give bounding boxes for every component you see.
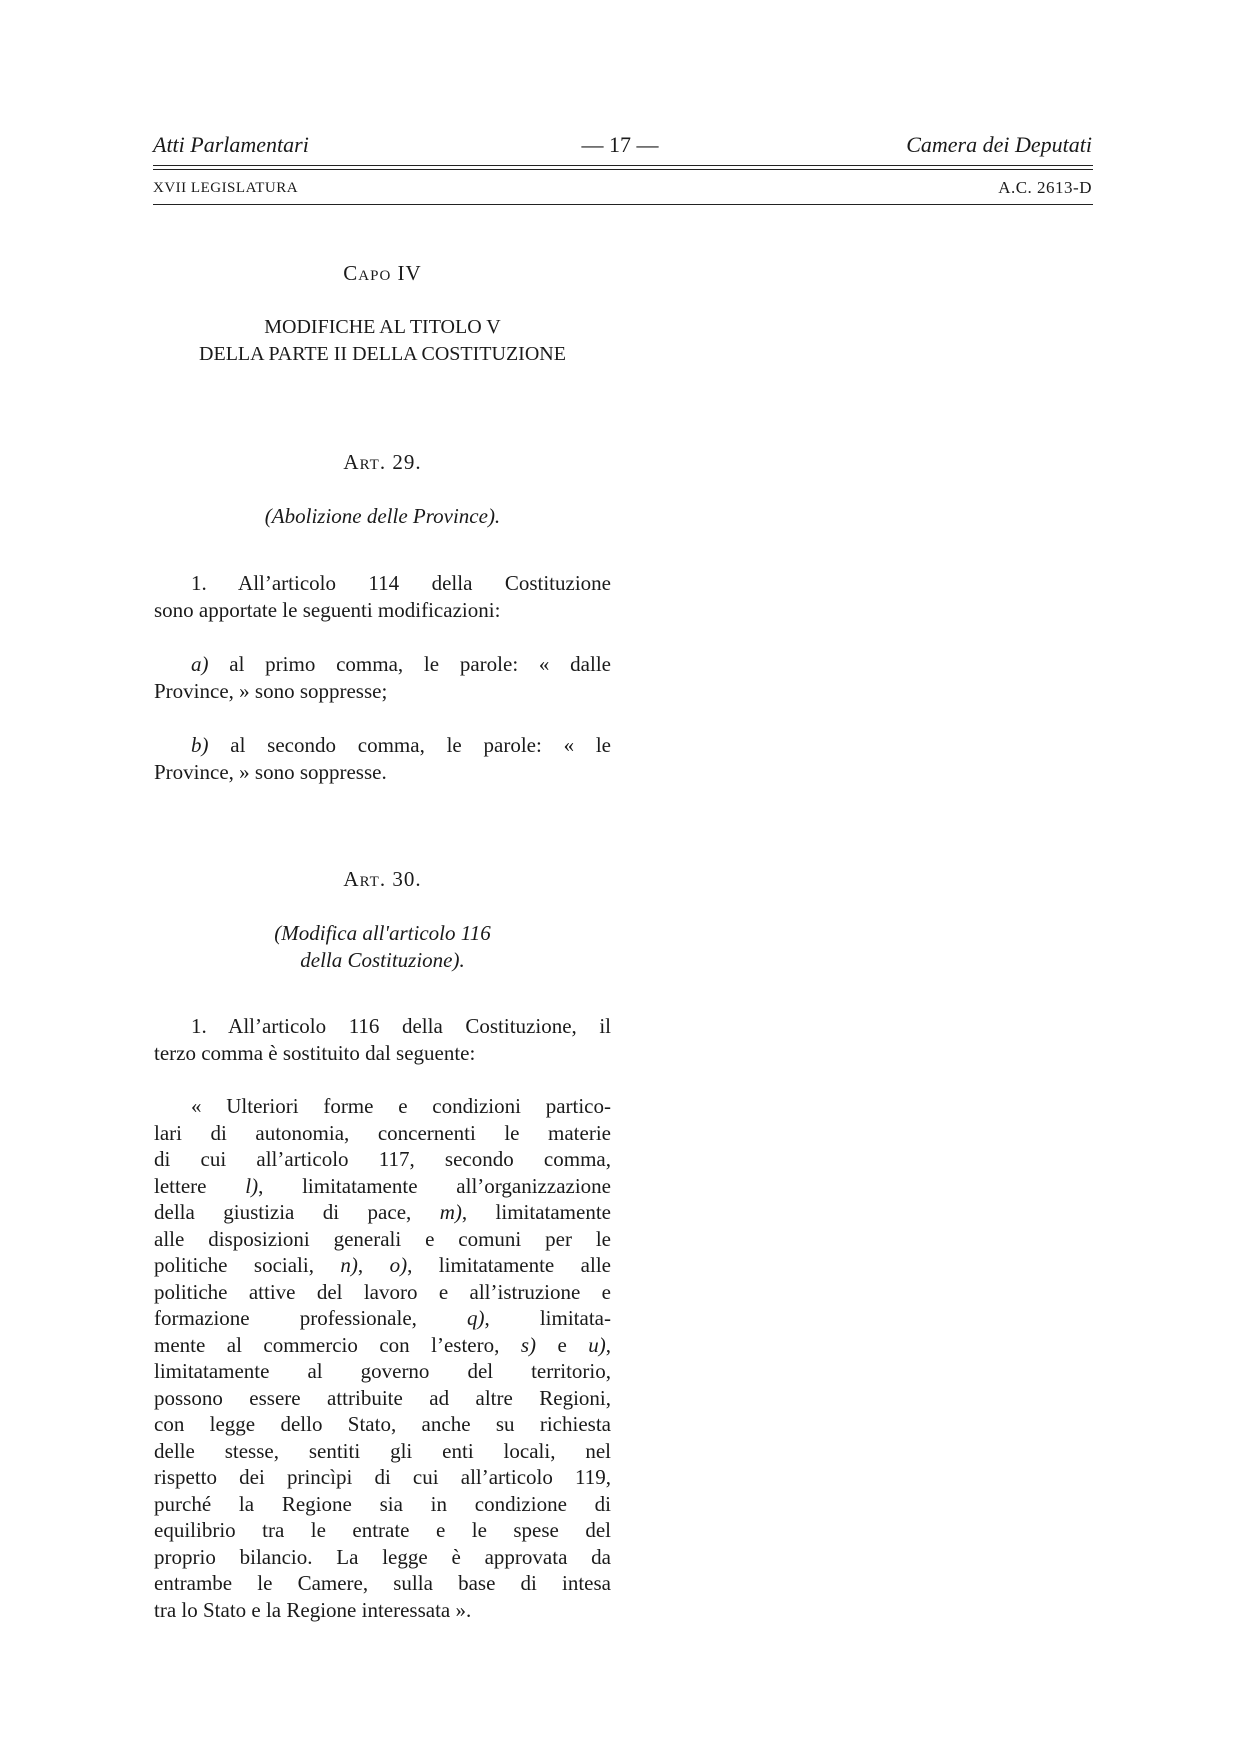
header-publication: Atti Parlamentari [153,132,309,157]
italic-letter-ref: n) [340,1253,358,1277]
text-line [154,1040,611,1067]
header-rule [153,169,1093,170]
text-run: 1. All’articolo 116 della Costituzione, il [191,1014,611,1038]
text-line [154,1226,611,1253]
italic-letter-ref: m) [439,1200,462,1224]
header-rule [153,165,1093,166]
page-number: — 17 — [581,132,659,157]
text-run: , [357,1253,390,1277]
text-run: lettere [154,1173,246,1198]
text-run: politiche sociali, [154,1253,341,1277]
text-run: Province, » sono soppresse; [154,678,388,703]
italic-letter-ref: o) [389,1253,408,1277]
text-line [154,1332,611,1359]
article-29-letter-a [154,651,611,704]
text-run: , limitatamente [461,1200,611,1224]
text-line [154,1385,611,1412]
text-line [154,1199,611,1226]
text-line [154,651,611,678]
text-run: terzo comma è sostituito dal seguente: [154,1040,476,1065]
text-run: , limitata- [484,1306,611,1330]
text-run: entrambe le Camere, sulla base di intesa [154,1571,611,1595]
italic-letter-ref: u) [588,1332,606,1357]
article-30-rubric-2: della Costituzione). [300,948,465,972]
italic-letter-ref: b) [191,733,209,757]
text-run: al primo comma, le parole: « dalle [208,652,611,676]
text-line [154,1173,611,1200]
capo-label: Capo IV [343,261,422,285]
article-29-number: Art. 29. [343,450,422,474]
text-line [154,1120,611,1147]
text-line [154,1517,611,1544]
text-run: di cui all’articolo 117, secondo comma, [154,1147,611,1171]
text-run: alle disposizioni generali e comuni per le [154,1226,611,1251]
capo-title-2: DELLA PARTE II DELLA COSTITUZIONE [199,343,566,365]
text-run: 1. All’articolo 114 della Costituzione [191,571,611,595]
text-line [154,1438,611,1465]
text-line [154,597,611,624]
text-run: formazione professionale, [154,1306,467,1330]
text-line [154,570,611,597]
text-run: al secondo comma, le parole: « le [208,733,611,757]
text-line [154,1093,611,1120]
text-line [154,1358,611,1385]
text-run: possono essere attribuite ad altre Regioni, [154,1385,611,1410]
text-line [154,1305,611,1332]
text-run: Province, » sono soppresse. [154,759,387,784]
article-29-rubric: (Abolizione delle Province). [264,504,501,528]
text-line [154,1570,611,1597]
text-run: equilibrio tra le entrate e le spese del [154,1518,611,1542]
text-run: delle stesse, sentiti gli enti locali, nel [154,1438,611,1463]
text-line [154,1411,611,1438]
text-line [154,1544,611,1571]
italic-letter-ref: s) [520,1332,536,1357]
text-run: mente al commercio con l’estero, [154,1332,521,1357]
text-line [154,1013,611,1040]
text-run: proprio bilancio. La legge è approvata da [154,1544,611,1569]
text-run: della giustizia di pace, [154,1200,440,1224]
text-run: rispetto dei princìpi di cui all’articolo 119, [154,1465,611,1489]
text-run: , [605,1332,611,1357]
text-line [154,1252,611,1279]
text-run: purché la Regione sia in condizione di [154,1491,611,1516]
text-run: , limitatamente all’organizzazione [258,1173,611,1198]
header-chamber: Camera dei Deputati [906,132,1092,157]
italic-letter-ref: l) [245,1173,259,1198]
italic-letter-ref: q) [467,1306,485,1330]
text-run: politiche attive del lavoro e all’istruzione e [154,1279,611,1304]
text-run: tra lo Stato e la Regione interessata ». [154,1597,472,1622]
text-run: , limitatamente alle [407,1253,611,1277]
article-30-number: Art. 30. [343,867,422,891]
legislatura: XVII LEGISLATURA [153,180,299,196]
text-run: e [535,1332,589,1357]
text-line [154,759,611,786]
text-run: sono apportate le seguenti modificazioni: [154,597,501,622]
text-run: « Ulteriori forme e condizioni partico- [191,1094,611,1118]
text-line [154,1279,611,1306]
article-29-paragraph-1 [154,570,611,623]
capo-title-1: MODIFICHE AL TITOLO V [264,316,501,338]
article-30-rubric-1: (Modifica all'articolo 116 [274,921,491,945]
text-run: limitatamente al governo del territorio, [154,1359,611,1383]
subheader-rule [153,204,1093,205]
text-line [154,1464,611,1491]
text-line [154,1146,611,1173]
text-line [154,1491,611,1518]
italic-letter-ref: a) [191,652,209,676]
doc-id: A.C. 2613-D [998,178,1092,197]
text-run: lari di autonomia, concernenti le materie [154,1120,611,1145]
text-run: con legge dello Stato, anche su richiesta [154,1412,611,1436]
text-line [154,1597,611,1624]
text-line [154,732,611,759]
article-30-paragraph-1 [154,1013,611,1066]
text-line [154,678,611,705]
article-30-quoted-text [154,1093,611,1623]
article-29-letter-b [154,732,611,785]
